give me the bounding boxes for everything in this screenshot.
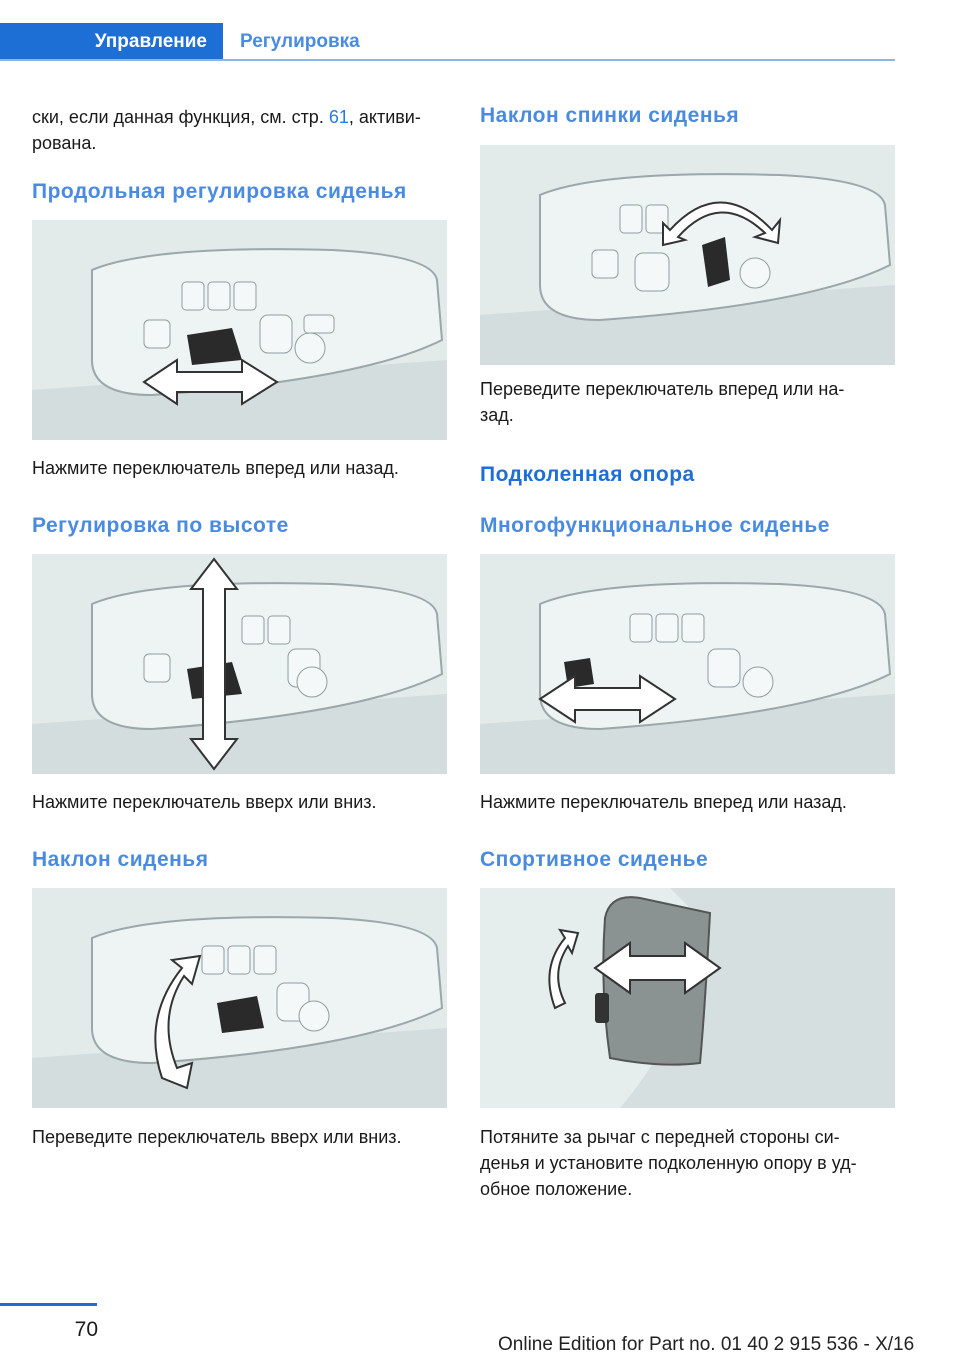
page-number: 70 xyxy=(74,1318,98,1341)
seat-switch-image-backrest xyxy=(480,145,895,365)
seat-switch-image-multifunction xyxy=(480,554,895,774)
caption-sport-line: Потяните за рычаг с передней стороны си- xyxy=(480,1127,840,1147)
heading-longitudinal: Продольная регулировка сиденья xyxy=(32,180,407,203)
caption-backrest xyxy=(480,376,895,428)
header-tab-adjustment[interactable]: Регулировка xyxy=(240,31,360,52)
footer-edition: Online Edition for Part no. 01 40 2 915 536 - X/16 xyxy=(498,1334,915,1355)
heading-backrest: Наклон спинки сиденья xyxy=(480,104,740,127)
heading-multifunction-seat: Многофункциональное сиденье xyxy=(480,514,830,537)
heading-sport-seat: Спортивное сиденье xyxy=(480,848,709,871)
page-link[interactable]: 61 xyxy=(328,107,349,127)
header-divider xyxy=(0,59,895,61)
seat-image-thigh-support xyxy=(480,888,895,1108)
intro-text-part: , активи- xyxy=(348,107,421,127)
intro-text xyxy=(32,104,447,156)
heading-thigh-support: Подколенная опора xyxy=(480,463,695,486)
intro-text-part: ски, если данная функция, см. стр. xyxy=(32,107,329,127)
caption-backrest-line: Переведите переключатель вперед или на- xyxy=(480,379,845,399)
caption-multifunction: Нажмите переключатель вперед или назад. xyxy=(480,792,847,812)
caption-height: Нажмите переключатель вверх или вниз. xyxy=(32,792,377,812)
caption-backrest-line: зад. xyxy=(480,405,514,425)
heading-seat-tilt: Наклон сиденья xyxy=(32,848,209,871)
header-tab-control[interactable]: Управление xyxy=(94,31,207,52)
footer-divider xyxy=(0,1303,97,1306)
caption-sport-seat xyxy=(480,1124,895,1202)
caption-longitudinal: Нажмите переключатель вперед или назад. xyxy=(32,458,399,478)
caption-sport-line: денья и установите подколенную опору в уд- xyxy=(480,1153,857,1173)
seat-switch-image-longitudinal xyxy=(32,220,447,440)
seat-switch-image-tilt xyxy=(32,888,447,1108)
caption-sport-line: обное положение. xyxy=(480,1179,633,1199)
heading-height: Регулировка по высоте xyxy=(32,514,289,537)
caption-tilt: Переведите переключатель вверх или вниз. xyxy=(32,1127,402,1147)
intro-text-part: рована. xyxy=(32,133,97,153)
seat-switch-image-height xyxy=(32,554,447,774)
